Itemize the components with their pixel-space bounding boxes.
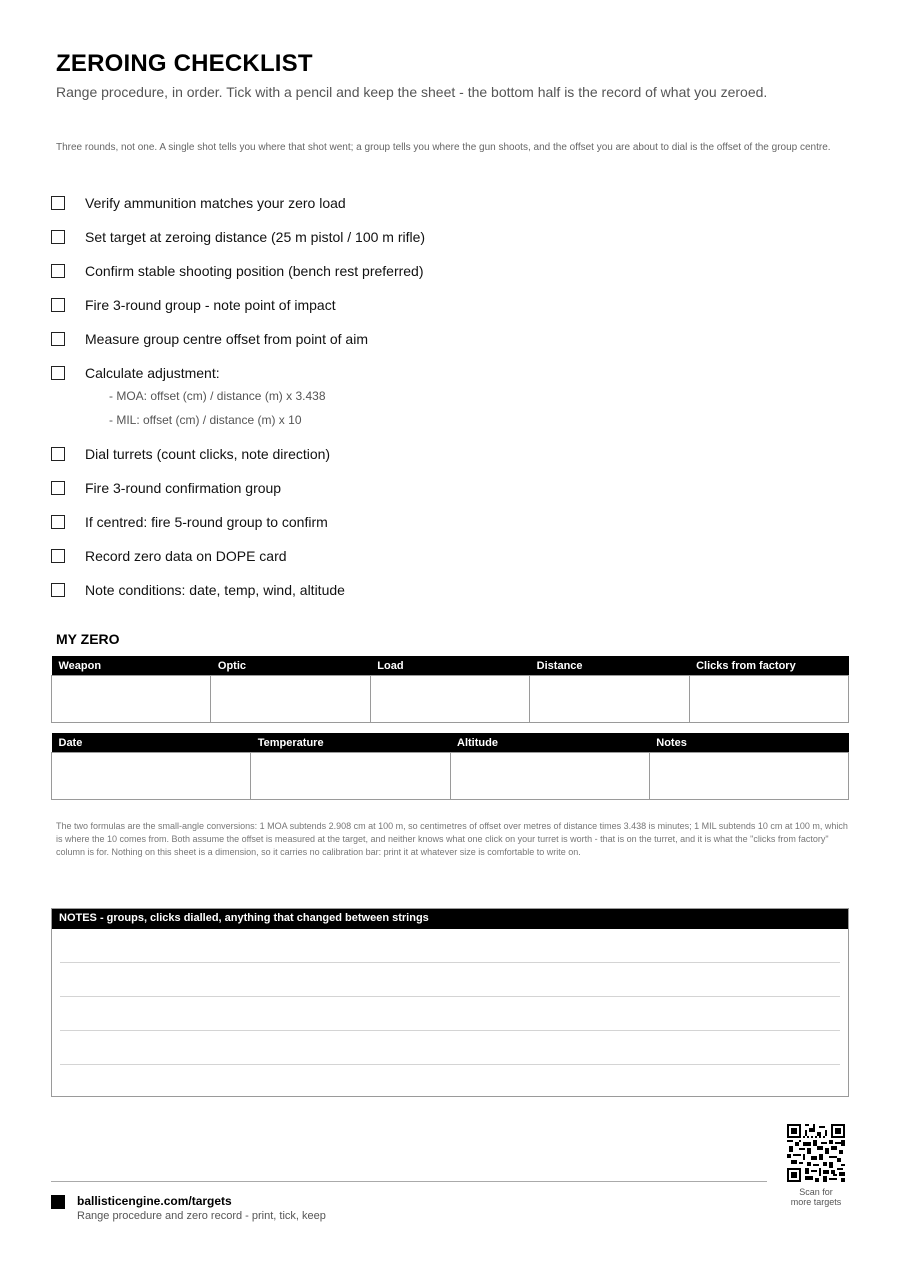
checklist-item-label: Confirm stable shooting position (bench rest preferred) (85, 263, 424, 279)
notes-rule (60, 1064, 840, 1065)
column-header-distance: Distance (530, 656, 689, 676)
checklist-item[interactable] (51, 539, 851, 573)
column-header-notes: Notes (649, 733, 848, 753)
column-header-altitude: Altitude (450, 733, 649, 753)
checklist-item[interactable] (51, 437, 851, 471)
qr-caption (776, 1187, 856, 1207)
qr-caption-line: Scan for (799, 1187, 833, 1197)
weapon-cell[interactable] (52, 676, 211, 723)
checklist-item[interactable] (51, 573, 851, 607)
temperature-cell[interactable] (251, 753, 450, 800)
notes-rule (60, 1030, 840, 1031)
checklist-item-label: Measure group centre offset from point of aim (85, 331, 368, 347)
checkbox[interactable] (51, 481, 65, 495)
checklist-item-label: Verify ammunition matches your zero load (85, 195, 346, 211)
footer-divider (51, 1181, 767, 1182)
column-header-weapon: Weapon (52, 656, 211, 676)
checkbox[interactable] (51, 549, 65, 563)
notes-rule (60, 996, 840, 997)
checklist-item-label: If centred: fire 5-round group to confirm (85, 514, 328, 530)
notes-header: NOTES - groups, clicks dialled, anything that changed between strings (52, 909, 848, 929)
checkbox[interactable] (51, 515, 65, 529)
checklist-item[interactable] (51, 186, 851, 220)
date-cell[interactable] (52, 753, 251, 800)
column-header-date: Date (52, 733, 251, 753)
checkbox[interactable] (51, 264, 65, 278)
checkbox[interactable] (51, 332, 65, 346)
checklist-item[interactable] (51, 322, 851, 356)
footer-url-link[interactable]: ballisticengine.com/targets (77, 1194, 232, 1208)
notes-cell[interactable] (649, 753, 848, 800)
column-header-optic: Optic (211, 656, 370, 676)
notes-box[interactable] (51, 908, 849, 1097)
column-header-temperature: Temperature (251, 733, 450, 753)
checklist-item-label: Fire 3-round confirmation group (85, 480, 282, 496)
checklist-item[interactable] (51, 220, 851, 254)
column-header-load: Load (370, 656, 529, 676)
column-header-clicks: Clicks from factory (689, 656, 848, 676)
formula-footnote: The two formulas are the small-angle conversions: 1 MOA subtends 2.908 cm at 100 m, so centimetres of offset over metres of distance times 3.438 is minutes; 1 MIL subtends 10 cm at 100 m, which is where the 10 comes from. Both assume the offset is measured at the target, and neither knows what one click on your turret is worth - that is on the turret, and it is what the "clicks from factory" column is for. Nothing on this sheet is a dimension, so it carries no calibration bar: print it at whatever size is comfortable to write on. (56, 821, 848, 857)
my-zero-title: MY ZERO (56, 631, 120, 647)
page-title: ZEROING CHECKLIST (56, 50, 313, 77)
checkbox[interactable] (51, 583, 65, 597)
zero-record-table (51, 656, 849, 723)
checklist-item[interactable] (51, 356, 851, 390)
qr-code-icon[interactable] (787, 1124, 845, 1182)
checklist-item-label: Record zero data on DOPE card (85, 548, 287, 564)
checkbox[interactable] (51, 447, 65, 461)
load-cell[interactable] (370, 676, 529, 723)
checkbox[interactable] (51, 298, 65, 312)
checklist-item[interactable] (51, 505, 851, 539)
checklist (51, 186, 851, 607)
adjustment-formulas (51, 387, 851, 435)
moa-formula: - MOA: offset (cm) / distance (m) x 3.438 (109, 389, 326, 403)
checkbox[interactable] (51, 366, 65, 380)
mil-formula: - MIL: offset (cm) / distance (m) x 10 (109, 413, 302, 427)
altitude-cell[interactable] (450, 753, 649, 800)
checklist-item-label: Dial turrets (count clicks, note direction) (85, 446, 331, 462)
page-subtitle: Range procedure, in order. Tick with a pencil and keep the sheet - the bottom half is the record of what you zeroed. (56, 84, 768, 100)
intro-paragraph: Three rounds, not one. A single shot tells you where that shot went; a group tells you where the gun shoots, and the offset you are about to dial is the offset of the group centre. (56, 142, 831, 153)
brand-square-icon (51, 1195, 65, 1209)
checklist-item[interactable] (51, 254, 851, 288)
checklist-item-label: Fire 3-round group - note point of impact (85, 297, 336, 313)
footer-tagline: Range procedure and zero record - print, tick, keep (77, 1210, 326, 1222)
checklist-item-label: Calculate adjustment: (85, 365, 220, 381)
distance-cell[interactable] (530, 676, 689, 723)
qr-caption-line: more targets (790, 1197, 842, 1207)
checklist-item-label: Set target at zeroing distance (25 m pistol / 100 m rifle) (85, 229, 426, 245)
optic-cell[interactable] (211, 676, 370, 723)
checklist-item-label: Note conditions: date, temp, wind, altitude (85, 582, 345, 598)
clicks-cell[interactable] (689, 676, 848, 723)
checklist-item[interactable] (51, 471, 851, 505)
conditions-table (51, 733, 849, 800)
notes-rule (60, 962, 840, 963)
checkbox[interactable] (51, 196, 65, 210)
checklist-item[interactable] (51, 288, 851, 322)
checkbox[interactable] (51, 230, 65, 244)
